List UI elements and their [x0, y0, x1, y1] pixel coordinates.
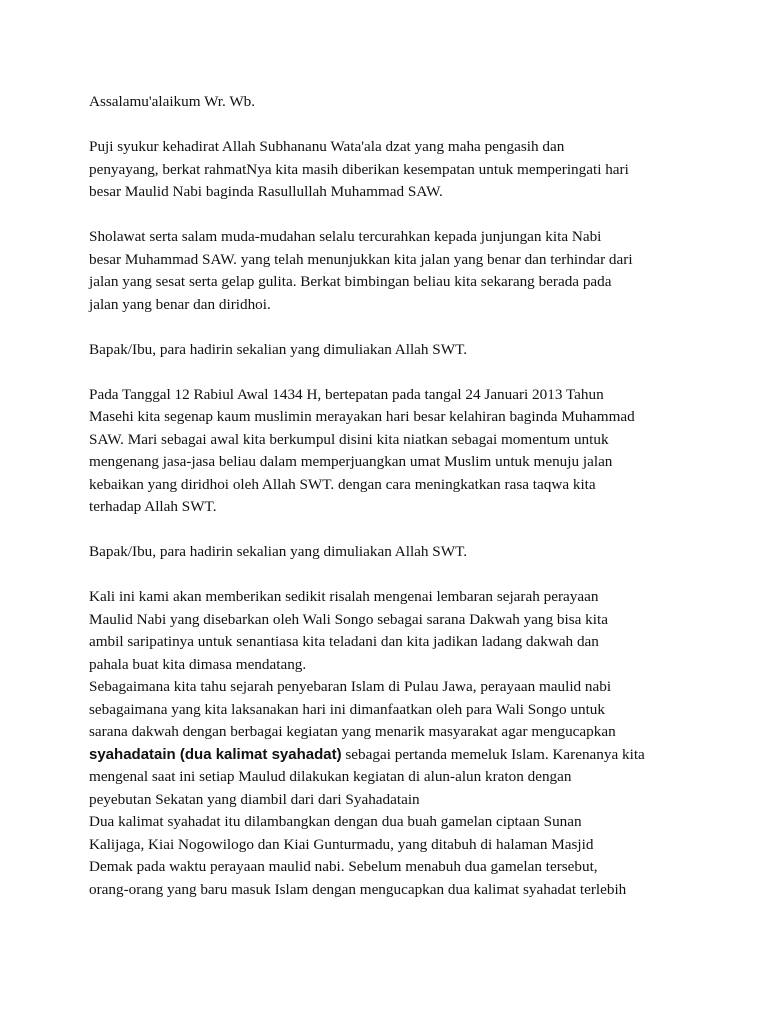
paragraph-history — [89, 676, 689, 811]
text-line: penyayang, berkat rahmatNya kita masih diberikan kesempatan untuk memperingati hari — [89, 160, 629, 178]
text-line: Dua kalimat syahadat itu dilambangkan dengan dua buah gamelan ciptaan Sunan — [89, 813, 582, 830]
text-line: Pada Tanggal 12 Rabiul Awal 1434 H, bertepatan pada tangal 24 Januari 2013 Tahun — [89, 385, 604, 403]
text-line: ambil saripatinya untuk senantiasa kita teladani dan kita jadikan ladang dakwah dan — [89, 633, 599, 650]
text-line: pahala buat kita dimasa mendatang. — [89, 655, 307, 673]
text-line: SAW. Mari sebagai awal kita berkumpul disini kita niatkan sebagai momentum untuk — [89, 430, 609, 448]
text-line: jalan yang sesat serta gelap gulita. Berkat bimbingan beliau kita sekarang berada pada — [89, 273, 612, 290]
text-line: kebaikan yang diridhoi oleh Allah SWT. dengan cara meningkatkan rasa taqwa kita — [89, 475, 596, 493]
paragraph-date — [89, 384, 689, 519]
text-line: Puji syukur kehadirat Allah Subhananu Wata'ala dzat yang maha pengasih dan — [89, 138, 565, 155]
text-line: Sebagaimana kita tahu sejarah penyebaran Islam di Pulau Jawa, perayaan maulid nabi — [89, 678, 612, 695]
text-line: sebagaimana yang kita laksanakan hari ini dimanfaatkan oleh para Wali Songo untuk — [89, 700, 605, 718]
text-line: Bapak/Ibu, para hadirin sekalian yang dimuliakan Allah SWT. — [89, 543, 468, 560]
text-line: orang-orang yang baru masuk Islam dengan mengucapkan dua kalimat syahadat terlebih — [89, 880, 627, 898]
text-line: Masehi kita segenap kaum muslimin merayakan hari besar kelahiran baginda Muhammad — [89, 408, 635, 425]
text-line: besar Maulid Nabi baginda Rasullullah Muhammad SAW. — [89, 183, 443, 200]
text-line: mengenang jasa-jasa beliau dalam memperjuangkan umat Muslim untuk menuju jalan — [89, 453, 613, 470]
bold-phrase: syahadatain (dua kalimat syahadat) — [89, 745, 342, 763]
text-line: Bapak/Ibu, para hadirin sekalian yang dimuliakan Allah SWT. — [89, 340, 468, 358]
text-line: Kali ini kami akan memberikan sedikit risalah mengenai lembaran sejarah perayaan — [89, 588, 599, 605]
text-segment: sebagai pertanda memeluk Islam. Karenanya kita — [341, 745, 645, 763]
text-line: jalan yang benar dan diridhoi. — [89, 295, 271, 313]
text-line: Maulid Nabi yang disebarkan oleh Wali Songo sebagai sarana Dakwah yang bisa kita — [89, 610, 608, 628]
paragraph-risalah — [89, 586, 689, 676]
paragraph-gamelan — [89, 811, 689, 901]
text-line: terhadap Allah SWT. — [89, 498, 217, 515]
address-line-2 — [89, 541, 689, 564]
text-line: Demak pada waktu perayaan maulid nabi. Sebelum menabuh dua gamelan tersebut, — [89, 858, 598, 875]
text-line: sarana dakwah dengan berbagai kegiatan yang menarik masyarakat agar mengucapkan — [89, 723, 616, 740]
address-line-1 — [89, 339, 689, 362]
text-line: besar Muhammad SAW. yang telah menunjukkan kita jalan yang benar dan terhindar dari — [89, 250, 633, 268]
greeting — [89, 91, 689, 114]
text-line: Assalamu'alaikum Wr. Wb. — [89, 93, 256, 110]
paragraph-sholawat — [89, 226, 689, 316]
paragraph-opening — [89, 136, 689, 204]
text-line-mixed — [89, 744, 689, 767]
text-line: peyebutan Sekatan yang diambil dari dari Syahadatain — [89, 790, 420, 808]
document-body — [89, 91, 689, 901]
text-line: Kalijaga, Kiai Nogowilogo dan Kiai Gunturmadu, yang ditabuh di halaman Masjid — [89, 835, 594, 853]
text-line: mengenal saat ini setiap Maulud dilakukan kegiatan di alun-alun kraton dengan — [89, 768, 572, 785]
text-line: Sholawat serta salam muda-mudahan selalu tercurahkan kepada junjungan kita Nabi — [89, 228, 602, 245]
